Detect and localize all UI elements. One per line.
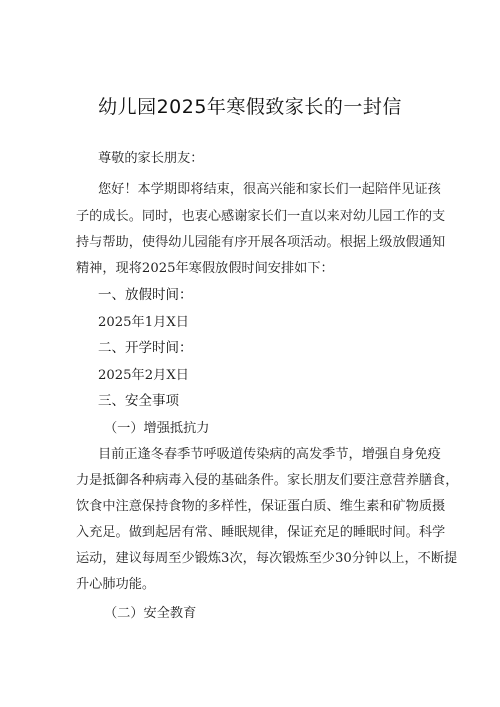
section-heading-safety: 三、安全事项	[98, 393, 179, 409]
immunity-line-6: 升心肺功能。	[76, 577, 156, 592]
intro-line-3: 持与帮助，使得幼儿园能有序开展各项活动。根据上级放假通知	[76, 235, 446, 250]
school-start-date: 2025年2月X日	[98, 368, 189, 383]
greeting: 尊敬的家长朋友：	[98, 151, 204, 166]
section-heading-holiday: 一、放假时间：	[98, 287, 193, 303]
intro-line-2: 子的成长。同时，也衷心感谢家长们一直以来对幼儿园工作的支	[76, 209, 446, 224]
immunity-line-5: 运动，建议每周至少锻炼3次，每次锻炼至少30分钟以上，不断提	[76, 551, 458, 566]
intro-line-1: 您好！本学期即将结束，很高兴能和家长们一起陪伴见证孩	[98, 182, 441, 197]
section-heading-school-start: 二、开学时间：	[98, 340, 193, 356]
immunity-line-2: 力是抵御各种病毒入侵的基础条件。家长朋友们要注意营养膳食，	[76, 473, 459, 488]
intro-line-4: 精神，现将2025年寒假放假时间安排如下：	[76, 261, 334, 276]
immunity-line-3: 饮食中注意保持食物的多样性，保证蛋白质、维生素和矿物质摄	[76, 499, 446, 514]
page-title: 幼儿园2025年寒假致家长的一封信	[98, 96, 402, 118]
subsection-heading-immunity: （一）增强抵抗力	[104, 421, 210, 436]
holiday-date: 2025年1月X日	[98, 315, 189, 330]
immunity-line-4: 入充足。做到起居有常、睡眠规律，保证充足的睡眠时间。科学	[76, 525, 446, 540]
immunity-line-1: 目前正逢冬春季节呼吸道传染病的高发季节，增强自身免疫	[98, 447, 441, 462]
subsection-heading-safety-education: （二）安全教育	[104, 606, 197, 621]
